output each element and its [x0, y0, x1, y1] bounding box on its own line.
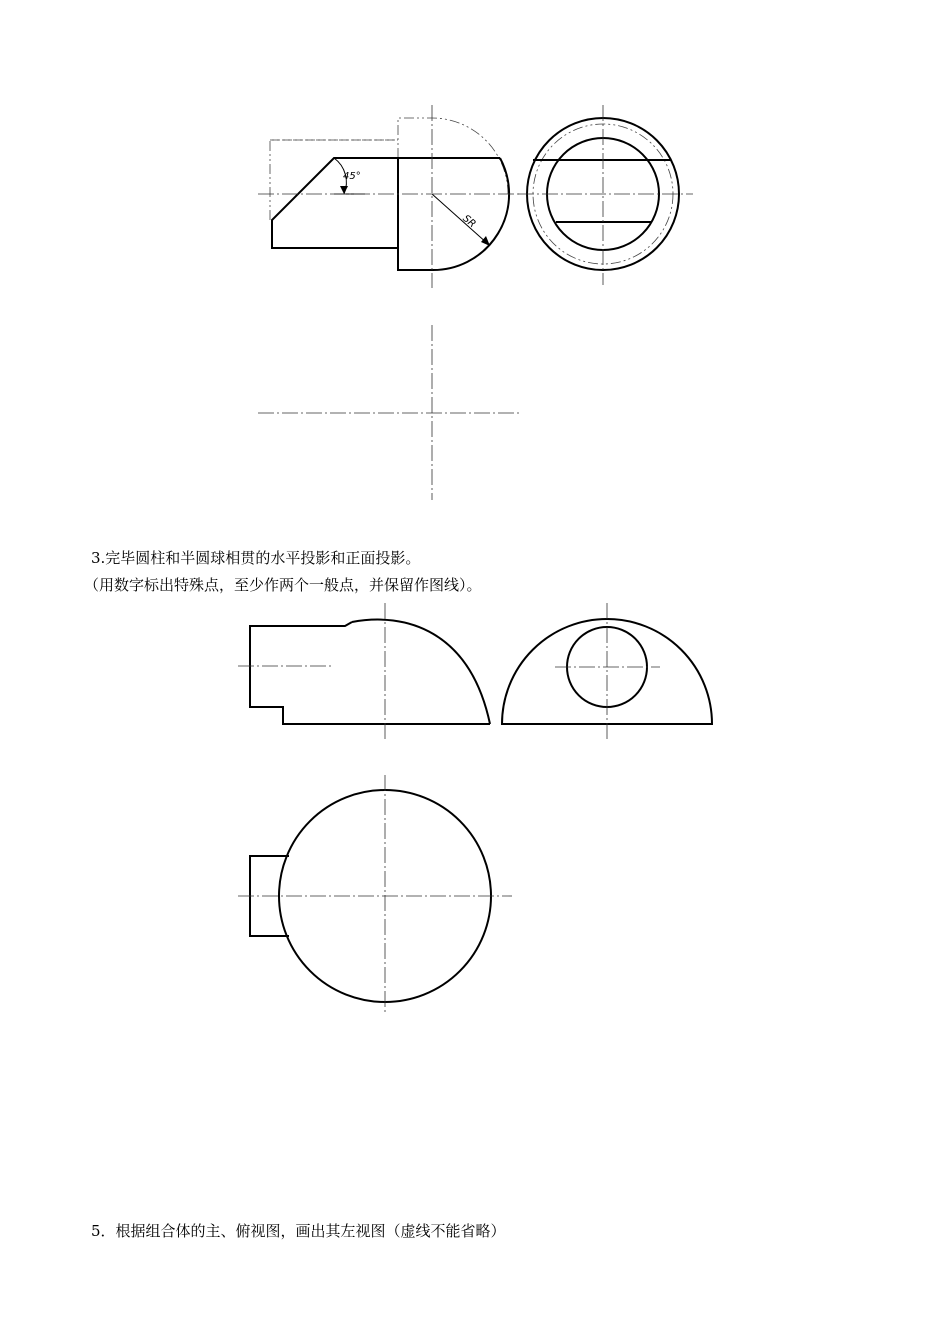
figure-2-side-view — [502, 603, 712, 740]
problem-3-title: 3.完毕圆柱和半圆球相贯的水平投影和正面投影。 — [91, 549, 421, 567]
figure-1-side-view — [518, 105, 693, 285]
figure-1-empty-view-center-lines — [258, 325, 521, 500]
figure-2-top-view — [238, 775, 512, 1012]
problem-5-title: 5．根据组合体的主、俯视图，画出其左视图（虚线不能省略） — [91, 1222, 506, 1240]
problem-3-subtitle: （用数字标出特殊点，至少作两个一般点，并保留作图线）。 — [84, 576, 482, 594]
radius-label: SR — [460, 213, 478, 231]
figure-2-front-view — [238, 603, 490, 740]
angle-label: 45° — [343, 171, 361, 182]
figure-1-front-center-lines — [258, 105, 520, 288]
figure-1-phantom-lines — [270, 118, 508, 220]
